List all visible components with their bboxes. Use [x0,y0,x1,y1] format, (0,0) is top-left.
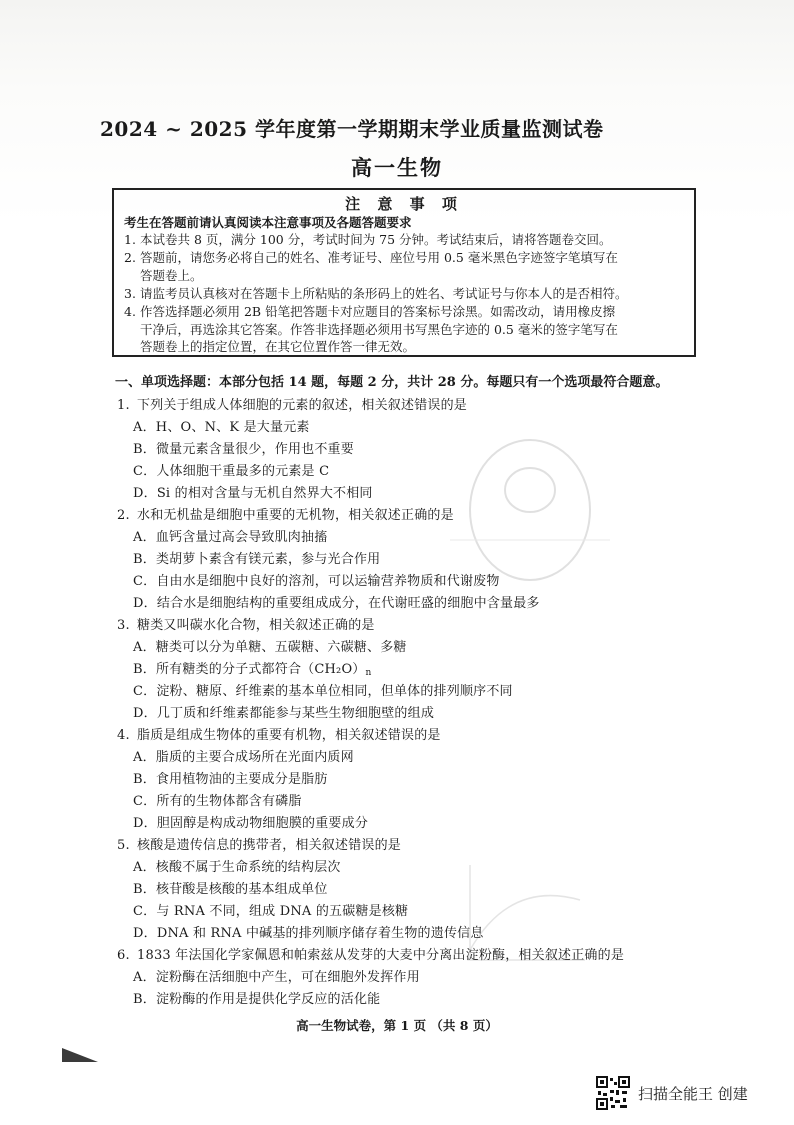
notice-item [124,231,684,249]
option-a: A．H、O、N、K 是大量元素 [133,420,310,435]
option-c: C．与 RNA 不同，组成 DNA 的五碳糖是核糖 [133,904,409,919]
notice-item-text: 答题卷上。 [140,267,203,283]
question-stem [117,834,401,853]
formula-subscript: n [365,668,372,678]
notice-heading: 注 意 事 项 [345,195,463,213]
question-text: 糖类又叫碳水化合物，相关叙述正确的是 [137,618,375,633]
option-b: B．淀粉酶的作用是提供化学反应的活化能 [133,992,381,1007]
notice-item-text: 干净后，再选涂其它答案。作答非选择题必须用书写黑色字迹的 0.5 毫米的签字笔写在 [140,321,618,337]
section-title: 一、单项选择题：本部分包括 14 题，每题 2 分，共计 28 分。每题只有一个选项最符合题意。 [115,375,669,390]
qr-code-icon [596,1076,630,1110]
notice-item-text: 作答选择题必须用 2B 铅笔把答题卡对应题目的答案标号涂黑。如需改动，请用橡皮擦 [140,304,616,319]
option-a: A．血钙含量过高会导致肌肉抽搐 [133,530,328,545]
notice-item-number: 4. [124,304,136,319]
notice-item-text: 答题前，请您务必将自己的姓名、准考证号、座位号用 0.5 毫米黑色字迹签字笔填写在 [140,250,618,265]
notice-box [112,188,696,357]
option-c: C．淀粉、糖原、纤维素的基本单位相同，但单体的排列顺序不同 [133,684,513,699]
page-footer: 高一生物试卷，第 1 页 （共 8 页） [296,1018,498,1033]
question-stem [117,724,441,743]
question-text: 核酸是遗传信息的携带者，相关叙述错误的是 [137,838,402,853]
question-text: 1833 年法国化学家佩恩和帕索兹从发芽的大麦中分离出淀粉酶，相关叙述正确的是 [137,948,625,963]
option-a: A．淀粉酶在活细胞中产生，可在细胞外发挥作用 [133,970,420,985]
subject-title: 高一生物 [351,155,443,180]
question-text: 下列关于组成人体细胞的元素的叙述，相关叙述错误的是 [137,398,468,413]
option-b: B．食用植物油的主要成分是脂肪 [133,772,328,787]
notice-item-text: 请监考员认真核对在答题卡上所粘贴的条形码上的姓名、考试证号与你本人的是否相符。 [140,286,628,301]
notice-item-text: 本试卷共 8 页，满分 100 分，考试时间为 75 分钟。考试结束后，请将答题卷交回。 [140,232,612,247]
question-stem [117,944,624,963]
option-b: B．微量元素含量很少，作用也不重要 [133,442,354,457]
option-d: D．胆固醇是构成动物细胞膜的重要成分 [133,816,369,831]
option-a: A．糖类可以分为单糖、五碳糖、六碳糖、多糖 [133,640,407,655]
option-d: D．DNA 和 RNA 中碱基的排列顺序储存着生物的遗传信息 [133,926,484,941]
question-number: 3. [117,618,130,633]
option-a: A．核酸不属于生命系统的结构层次 [133,860,341,875]
option-b: B．类胡萝卜素含有镁元素，参与光合作用 [133,552,381,567]
option-b [133,658,372,678]
notice-intro: 考生在答题前请认真阅读本注意事项及各题答题要求 [124,215,412,230]
question-number: 1. [117,398,130,413]
notice-item [124,285,684,303]
question-number: 6. [117,948,130,963]
notice-item [124,303,684,356]
question-stem [117,504,454,523]
option-c: C．人体细胞干重最多的元素是 C [133,464,330,479]
option-d: D．几丁质和纤维素都能参与某些生物细胞壁的组成 [133,706,435,721]
question-text: 脂质是组成生物体的重要有机物，相关叙述错误的是 [137,728,441,743]
option-c: C．所有的生物体都含有磷脂 [133,794,302,809]
question-stem [117,614,375,633]
option-d: D．Si 的相对含量与无机自然界大不相同 [133,486,373,501]
option-text: B．所有糖类的分子式都符合（CH₂O） [133,662,366,677]
option-c: C．自由水是细胞中良好的溶剂，可以运输营养物质和代谢废物 [133,574,500,589]
notice-item-number: 2. [124,250,136,265]
notice-item-number: 1. [124,232,136,247]
notice-item-text: 答题卷上的指定位置，在其它位置作答一律无效。 [140,339,416,354]
option-b: B．核苷酸是核酸的基本组成单位 [133,882,328,897]
option-a: A．脂质的主要合成场所在光面内质网 [133,750,354,765]
option-d: D．结合水是细胞结构的重要组成成分，在代谢旺盛的细胞中含量最多 [133,596,540,611]
scanner-watermark: 扫描全能王 创建 [638,1085,748,1103]
question-stem [117,394,467,413]
corner-triangle-icon [62,1048,98,1062]
notice-item [124,249,684,284]
question-number: 4. [117,728,130,743]
exam-title: 2024 ~ 2025 学年度第一学期期末学业质量监测试卷 [100,117,604,141]
question-number: 2. [117,508,130,523]
question-text: 水和无机盐是细胞中重要的无机物，相关叙述正确的是 [137,508,454,523]
question-number: 5. [117,838,130,853]
notice-item-number: 3. [124,286,136,301]
